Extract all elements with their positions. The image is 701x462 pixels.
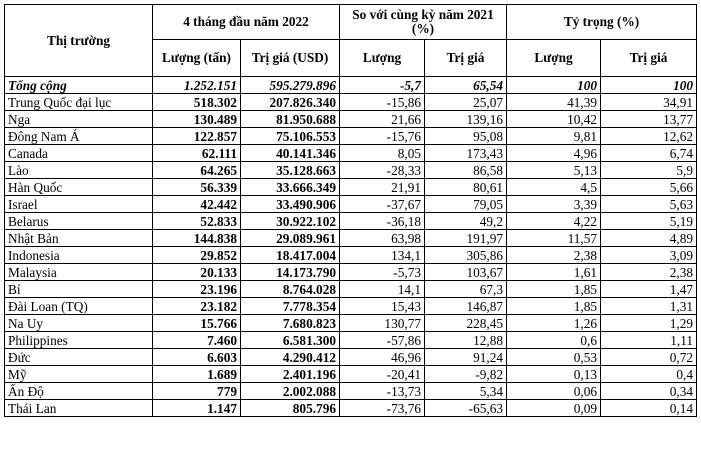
cell-qty: 20.133 xyxy=(153,264,241,281)
cell-qty-change: -36,18 xyxy=(340,213,425,230)
cell-value-share: 1,29 xyxy=(601,315,697,332)
cell-value-change: -9,82 xyxy=(425,366,507,383)
cell-qty-share: 4,5 xyxy=(507,179,601,196)
cell-qty-share: 1,26 xyxy=(507,315,601,332)
cell-value: 207.826.340 xyxy=(241,94,340,111)
cell-qty-share: 41,39 xyxy=(507,94,601,111)
table-row xyxy=(5,128,697,145)
cell-value-share: 0,34 xyxy=(601,383,697,400)
header-share: Tỷ trọng (%) xyxy=(507,5,697,40)
cell-qty-share: 1,85 xyxy=(507,298,601,315)
cell-value-change: 80,61 xyxy=(425,179,507,196)
table-row xyxy=(5,179,697,196)
cell-value-change: -65,63 xyxy=(425,400,507,417)
cell-qty-change: -28,33 xyxy=(340,162,425,179)
total-value-share: 100 xyxy=(601,77,697,94)
total-qty: 1.252.151 xyxy=(153,77,241,94)
cell-qty-change: -15,86 xyxy=(340,94,425,111)
table-row xyxy=(5,298,697,315)
cell-value-change: 173,43 xyxy=(425,145,507,162)
cell-value-change: 5,34 xyxy=(425,383,507,400)
cell-qty-share: 0,13 xyxy=(507,366,601,383)
cell-qty-change: -5,73 xyxy=(340,264,425,281)
table-row xyxy=(5,315,697,332)
cell-value-change: 12,88 xyxy=(425,332,507,349)
cell-qty-share: 0,53 xyxy=(507,349,601,366)
table-row xyxy=(5,332,697,349)
cell-qty-share: 1,85 xyxy=(507,281,601,298)
cell-value-share: 0,14 xyxy=(601,400,697,417)
cell-value: 4.290.412 xyxy=(241,349,340,366)
cell-qty-share: 3,39 xyxy=(507,196,601,213)
table-row xyxy=(5,145,697,162)
cell-market: Philippines xyxy=(5,332,153,349)
table-row xyxy=(5,196,697,213)
cell-value-change: 86,58 xyxy=(425,162,507,179)
cell-qty-share: 10,42 xyxy=(507,111,601,128)
cell-market: Bỉ xyxy=(5,281,153,298)
header-period: 4 tháng đầu năm 2022 xyxy=(153,5,340,40)
cell-value-change: 49,2 xyxy=(425,213,507,230)
cell-value-change: 146,87 xyxy=(425,298,507,315)
header-value-usd: Trị giá (USD) xyxy=(241,40,340,77)
cell-qty: 52.833 xyxy=(153,213,241,230)
header-market: Thị trường xyxy=(5,5,153,77)
header-row-1 xyxy=(5,5,697,40)
cell-value-share: 34,91 xyxy=(601,94,697,111)
cell-value: 7.778.354 xyxy=(241,298,340,315)
cell-qty-change: 134,1 xyxy=(340,247,425,264)
cell-qty-change: 21,66 xyxy=(340,111,425,128)
cell-value: 805.796 xyxy=(241,400,340,417)
cell-qty: 23.182 xyxy=(153,298,241,315)
table-row xyxy=(5,383,697,400)
table-row xyxy=(5,349,697,366)
cell-value-share: 1,31 xyxy=(601,298,697,315)
cell-market: Thái Lan xyxy=(5,400,153,417)
cell-value-share: 0,72 xyxy=(601,349,697,366)
cell-market: Trung Quốc đại lục xyxy=(5,94,153,111)
total-row xyxy=(5,77,697,94)
cell-qty-change: 130,77 xyxy=(340,315,425,332)
cell-value-share: 5,19 xyxy=(601,213,697,230)
cell-value: 33.666.349 xyxy=(241,179,340,196)
cell-value-share: 3,09 xyxy=(601,247,697,264)
cell-market: Na Uy xyxy=(5,315,153,332)
table-row xyxy=(5,230,697,247)
cell-value-share: 2,38 xyxy=(601,264,697,281)
cell-qty-share: 0,06 xyxy=(507,383,601,400)
header-qty-change: Lượng xyxy=(340,40,425,77)
cell-value-share: 0,4 xyxy=(601,366,697,383)
cell-market: Malaysia xyxy=(5,264,153,281)
cell-qty-change: 63,98 xyxy=(340,230,425,247)
table-row xyxy=(5,366,697,383)
cell-value-change: 191,97 xyxy=(425,230,507,247)
cell-value: 8.764.028 xyxy=(241,281,340,298)
cell-qty-share: 4,96 xyxy=(507,145,601,162)
cell-qty-change: -73,76 xyxy=(340,400,425,417)
table-row xyxy=(5,162,697,179)
cell-qty-share: 1,61 xyxy=(507,264,601,281)
cell-value-share: 13,77 xyxy=(601,111,697,128)
cell-value: 2.401.196 xyxy=(241,366,340,383)
cell-market: Ấn Độ xyxy=(5,383,153,400)
cell-qty: 64.265 xyxy=(153,162,241,179)
cell-qty: 1.147 xyxy=(153,400,241,417)
cell-qty: 1.689 xyxy=(153,366,241,383)
cell-qty: 62.111 xyxy=(153,145,241,162)
header-compare: So với cùng kỳ năm 2021 (%) xyxy=(340,5,507,40)
cell-value-change: 79,05 xyxy=(425,196,507,213)
export-market-table xyxy=(4,4,697,417)
cell-value: 14.173.790 xyxy=(241,264,340,281)
cell-value: 40.141.346 xyxy=(241,145,340,162)
cell-qty: 15.766 xyxy=(153,315,241,332)
cell-market: Lào xyxy=(5,162,153,179)
cell-qty-share: 0,09 xyxy=(507,400,601,417)
table-row xyxy=(5,111,697,128)
cell-value-change: 228,45 xyxy=(425,315,507,332)
cell-market: Indonesia xyxy=(5,247,153,264)
total-market: Tổng cộng xyxy=(5,77,153,94)
cell-qty-share: 5,13 xyxy=(507,162,601,179)
table-row xyxy=(5,264,697,281)
cell-qty: 518.302 xyxy=(153,94,241,111)
cell-market: Hàn Quốc xyxy=(5,179,153,196)
total-value: 595.279.896 xyxy=(241,77,340,94)
cell-qty: 23.196 xyxy=(153,281,241,298)
cell-value-share: 1,11 xyxy=(601,332,697,349)
cell-qty-share: 11,57 xyxy=(507,230,601,247)
cell-market: Canada xyxy=(5,145,153,162)
cell-value: 33.490.906 xyxy=(241,196,340,213)
cell-value-change: 103,67 xyxy=(425,264,507,281)
header-value-change: Trị giá xyxy=(425,40,507,77)
cell-qty: 6.603 xyxy=(153,349,241,366)
table-body xyxy=(5,77,697,417)
cell-value-share: 6,74 xyxy=(601,145,697,162)
cell-qty-change: 46,96 xyxy=(340,349,425,366)
cell-qty: 779 xyxy=(153,383,241,400)
cell-qty-share: 0,6 xyxy=(507,332,601,349)
cell-market: Đài Loan (TQ) xyxy=(5,298,153,315)
cell-market: Belarus xyxy=(5,213,153,230)
cell-qty-change: 14,1 xyxy=(340,281,425,298)
cell-qty-change: -37,67 xyxy=(340,196,425,213)
cell-value-change: 95,08 xyxy=(425,128,507,145)
cell-value: 2.002.088 xyxy=(241,383,340,400)
cell-value: 29.089.961 xyxy=(241,230,340,247)
cell-qty: 130.489 xyxy=(153,111,241,128)
table-row xyxy=(5,213,697,230)
cell-value-change: 139,16 xyxy=(425,111,507,128)
cell-qty: 42.442 xyxy=(153,196,241,213)
cell-value-change: 91,24 xyxy=(425,349,507,366)
cell-value: 6.581.300 xyxy=(241,332,340,349)
cell-value: 18.417.004 xyxy=(241,247,340,264)
cell-value-share: 4,89 xyxy=(601,230,697,247)
header-value-share: Trị giá xyxy=(601,40,697,77)
table-container xyxy=(4,4,696,417)
cell-value: 75.106.553 xyxy=(241,128,340,145)
header-qty-ton: Lượng (tấn) xyxy=(153,40,241,77)
cell-qty: 144.838 xyxy=(153,230,241,247)
cell-qty: 122.857 xyxy=(153,128,241,145)
cell-market: Mỹ xyxy=(5,366,153,383)
cell-qty-share: 2,38 xyxy=(507,247,601,264)
cell-value-share: 1,47 xyxy=(601,281,697,298)
cell-value-change: 67,3 xyxy=(425,281,507,298)
cell-value-share: 5,66 xyxy=(601,179,697,196)
table-row xyxy=(5,281,697,298)
cell-value-change: 25,07 xyxy=(425,94,507,111)
cell-qty-share: 9,81 xyxy=(507,128,601,145)
cell-qty: 7.460 xyxy=(153,332,241,349)
cell-value: 35.128.663 xyxy=(241,162,340,179)
cell-qty-change: -57,86 xyxy=(340,332,425,349)
cell-qty-change: 21,91 xyxy=(340,179,425,196)
cell-qty: 56.339 xyxy=(153,179,241,196)
cell-market: Đức xyxy=(5,349,153,366)
total-qty-share: 100 xyxy=(507,77,601,94)
cell-value-change: 305,86 xyxy=(425,247,507,264)
cell-qty-change: -15,76 xyxy=(340,128,425,145)
cell-qty-change: -20,41 xyxy=(340,366,425,383)
cell-value: 30.922.102 xyxy=(241,213,340,230)
cell-qty-change: 8,05 xyxy=(340,145,425,162)
table-row xyxy=(5,247,697,264)
cell-qty-change: -13,73 xyxy=(340,383,425,400)
table-row xyxy=(5,94,697,111)
total-qty-change: -5,7 xyxy=(340,77,425,94)
cell-market: Đông Nam Á xyxy=(5,128,153,145)
cell-qty-change: 15,43 xyxy=(340,298,425,315)
cell-value-share: 5,63 xyxy=(601,196,697,213)
cell-value: 7.680.823 xyxy=(241,315,340,332)
cell-market: Nhật Bản xyxy=(5,230,153,247)
table-row xyxy=(5,400,697,417)
cell-value: 81.950.688 xyxy=(241,111,340,128)
header-qty-share: Lượng xyxy=(507,40,601,77)
cell-qty: 29.852 xyxy=(153,247,241,264)
cell-value-share: 12,62 xyxy=(601,128,697,145)
cell-qty-share: 4,22 xyxy=(507,213,601,230)
total-value-change: 65,54 xyxy=(425,77,507,94)
cell-market: Israel xyxy=(5,196,153,213)
cell-value-share: 5,9 xyxy=(601,162,697,179)
cell-market: Nga xyxy=(5,111,153,128)
